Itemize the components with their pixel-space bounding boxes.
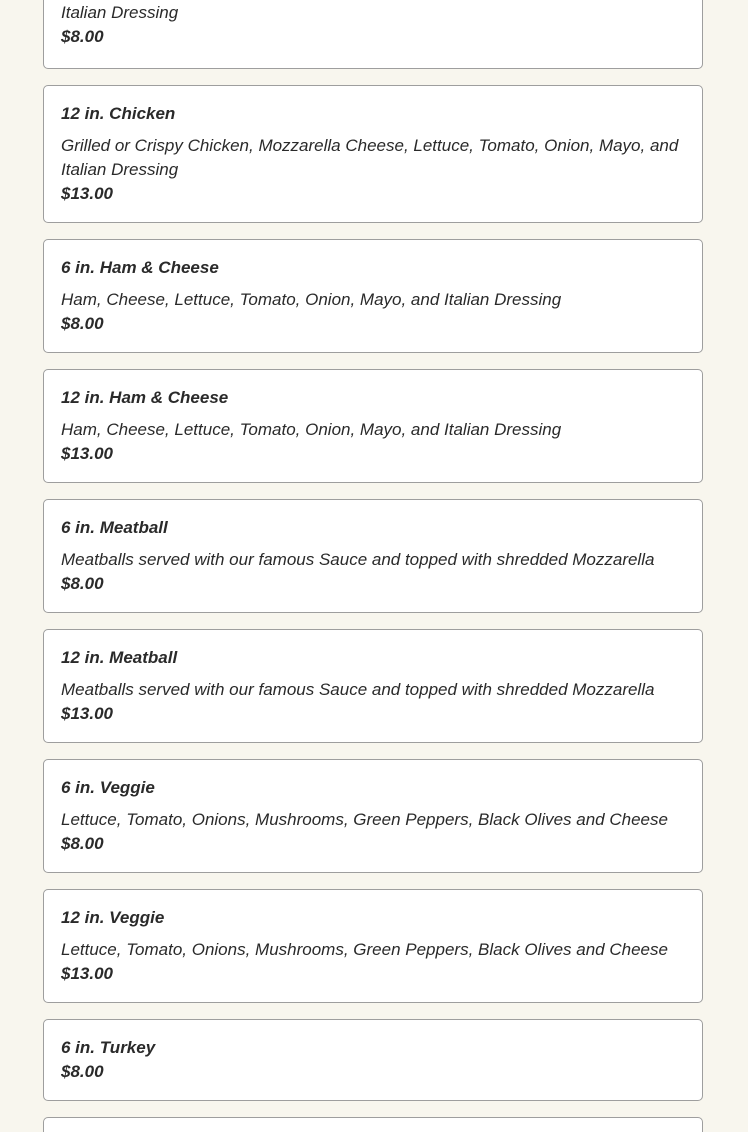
menu-item-title: 12 in. Veggie	[61, 908, 165, 927]
menu-item-price: $8.00	[61, 27, 104, 46]
menu-item-description: Italian Dressing	[61, 3, 179, 22]
menu-item-description: Lettuce, Tomato, Onions, Mushrooms, Green Peppers, Black Olives and Cheese	[61, 810, 668, 829]
menu-item-description: Meatballs served with our famous Sauce and topped with shredded Mozzarella	[61, 680, 655, 699]
menu-item-title: 12 in. Ham & Cheese	[61, 388, 229, 407]
menu-item-card[interactable]	[43, 499, 703, 613]
menu-item-price: $13.00	[61, 184, 113, 203]
menu-item-title: 12 in. Meatball	[61, 648, 178, 667]
menu-item-title: 6 in. Turkey	[61, 1038, 156, 1057]
menu-item-description: Ham, Cheese, Lettuce, Tomato, Onion, Mayo, and Italian Dressing	[61, 290, 562, 309]
menu-item-description: Ham, Cheese, Lettuce, Tomato, Onion, Mayo, and Italian Dressing	[61, 420, 562, 439]
menu-item-description: Meatballs served with our famous Sauce and topped with shredded Mozzarella	[61, 550, 655, 569]
menu-item-card[interactable]	[43, 239, 703, 353]
menu-item-card[interactable]	[43, 1117, 703, 1132]
menu-item-price: $8.00	[61, 314, 104, 333]
menu-item-description: Grilled or Crispy Chicken, Mozzarella Cheese, Lettuce, Tomato, Onion, Mayo, and Italian Dressing	[61, 136, 679, 179]
menu-item-price: $8.00	[61, 574, 104, 593]
menu-item-card[interactable]	[43, 0, 703, 69]
menu-item-title: 6 in. Meatball	[61, 518, 168, 537]
menu-item-card[interactable]	[43, 889, 703, 1003]
menu-item-price: $13.00	[61, 444, 113, 463]
menu-item-title: 6 in. Ham & Cheese	[61, 258, 219, 277]
menu-item-title: 12 in. Chicken	[61, 104, 176, 123]
menu-item-card[interactable]	[43, 629, 703, 743]
menu-item-card[interactable]	[43, 85, 703, 223]
menu-item-card[interactable]	[43, 1019, 703, 1101]
menu-item-title: 6 in. Veggie	[61, 778, 155, 797]
menu-item-card[interactable]	[43, 759, 703, 873]
menu-item-price: $8.00	[61, 1062, 104, 1081]
menu-item-price: $13.00	[61, 704, 113, 723]
menu-item-description: Lettuce, Tomato, Onions, Mushrooms, Green Peppers, Black Olives and Cheese	[61, 940, 668, 959]
menu-item-price: $8.00	[61, 834, 104, 853]
menu-item-card[interactable]	[43, 369, 703, 483]
menu-item-price: $13.00	[61, 964, 113, 983]
